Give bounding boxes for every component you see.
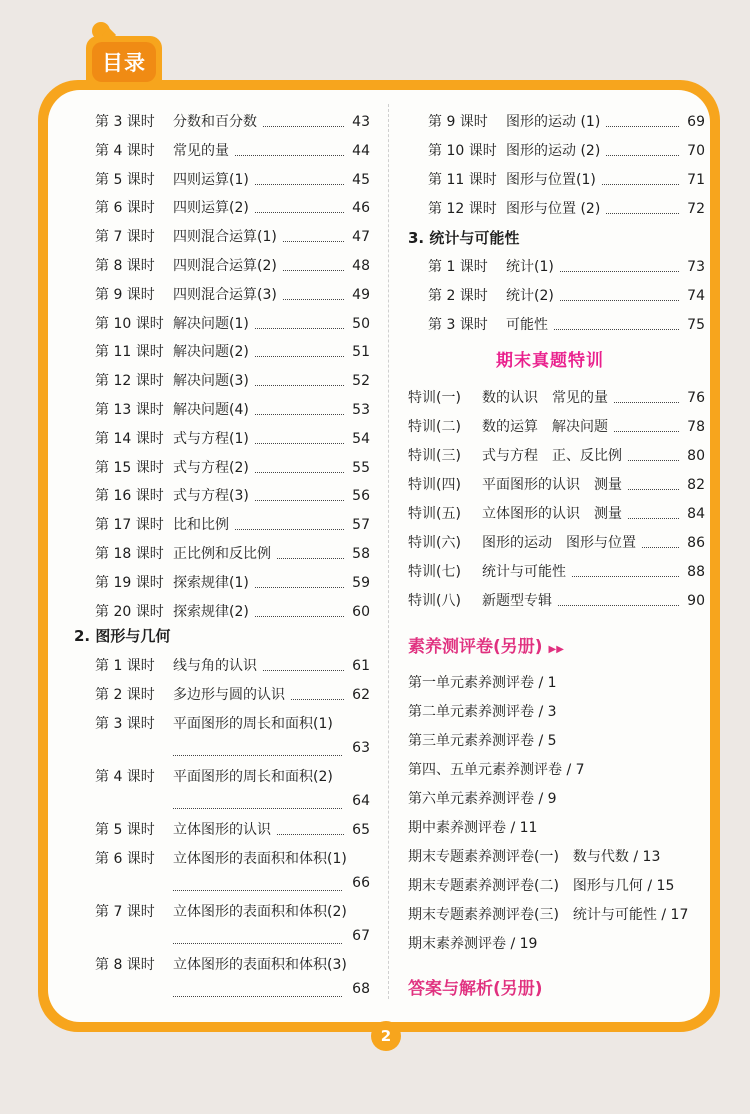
page-ref: 65 — [352, 822, 370, 838]
toc-entry[interactable] — [428, 285, 705, 305]
toc-entry-pageline — [173, 928, 370, 948]
dot-leader — [554, 329, 679, 330]
page-ref: 90 — [687, 593, 705, 609]
toc-entry[interactable] — [95, 169, 370, 189]
toc-entry[interactable] — [95, 140, 370, 160]
toc-entry[interactable] — [95, 655, 370, 675]
page-ref: 69 — [687, 114, 705, 130]
assessment-entry[interactable]: 期末专题素养测评卷(一) 数与代数 / 13 — [408, 849, 661, 865]
toc-entry[interactable] — [95, 514, 370, 534]
page-ref: 86 — [687, 535, 705, 551]
assessment-entry[interactable]: 第四、五单元素养测评卷 / 7 — [408, 762, 585, 778]
page-ref: 78 — [687, 419, 705, 435]
entry-title: 分数和百分数 — [173, 114, 257, 130]
entry-title: 新题型专辑 — [482, 593, 552, 609]
page-ref: 64 — [352, 793, 370, 809]
entry-title: 立体图形的认识 — [173, 822, 271, 838]
lesson-number: 特训(三) — [408, 448, 461, 464]
dot-leader — [173, 808, 342, 809]
lesson-number: 第 9 课时 — [428, 114, 488, 130]
lesson-number: 第 5 课时 — [95, 171, 155, 188]
page-ref: 54 — [352, 430, 370, 447]
assessment-entry[interactable]: 期末专题素养测评卷(三) 统计与可能性 / 17 — [408, 907, 689, 923]
lesson-number: 第 8 课时 — [95, 957, 155, 973]
entry-title: 四则混合运算(3) — [173, 286, 277, 303]
entry-title: 解决问题(1) — [173, 315, 249, 332]
toc-entry[interactable] — [95, 111, 370, 131]
assessment-entry[interactable]: 期中素养测评卷 / 11 — [408, 820, 538, 836]
page-ref: 53 — [352, 402, 370, 418]
page-ref: 51 — [352, 344, 370, 361]
toc-entry[interactable] — [95, 341, 370, 361]
lesson-number: 第 14 课时 — [95, 430, 164, 447]
page-ref: 62 — [352, 687, 370, 703]
dot-leader — [235, 529, 344, 530]
assessment-entry[interactable]: 期末素养测评卷 / 19 — [408, 936, 538, 952]
lesson-number: 第 6 课时 — [95, 200, 155, 217]
toc-entry[interactable] — [408, 387, 705, 407]
dot-leader — [255, 212, 344, 213]
entry-title: 解决问题(2) — [173, 344, 249, 361]
page-ref: 67 — [352, 928, 370, 944]
dot-leader — [283, 299, 344, 300]
lesson-number: 第 16 课时 — [95, 488, 164, 505]
toc-entry[interactable] — [428, 140, 705, 160]
dot-leader — [255, 356, 344, 357]
toc-entry[interactable] — [95, 370, 370, 390]
page-ref: 58 — [352, 546, 370, 562]
page-ref: 61 — [352, 658, 370, 674]
page-ref: 45 — [352, 171, 370, 188]
toc-entry[interactable] — [95, 954, 370, 974]
toc-entry[interactable] — [95, 197, 370, 217]
toc-entry[interactable] — [408, 561, 705, 581]
lesson-number: 第 2 课时 — [95, 687, 155, 703]
dot-leader — [255, 500, 344, 501]
assessment-entry[interactable]: 第二单元素养测评卷 / 3 — [408, 704, 557, 720]
dot-leader — [235, 155, 344, 156]
entry-title: 探索规律(1) — [173, 574, 249, 591]
page-number: 2 — [371, 1021, 401, 1051]
lesson-number: 第 3 课时 — [95, 114, 155, 130]
page-ref: 68 — [352, 981, 370, 997]
entry-title: 统计(1) — [506, 259, 554, 275]
dot-leader — [560, 300, 679, 301]
toc-entry[interactable] — [95, 684, 370, 704]
dot-leader — [283, 241, 344, 242]
entry-title: 正比例和反比例 — [173, 546, 271, 562]
dot-leader — [277, 558, 344, 559]
entry-title: 立体图形的表面积和体积(1) — [173, 851, 347, 867]
lesson-number: 第 2 课时 — [428, 288, 488, 304]
page-ref: 48 — [352, 258, 370, 274]
dot-leader — [572, 576, 679, 577]
entry-title: 立体图形的表面积和体积(3) — [173, 957, 347, 973]
lesson-number: 第 1 课时 — [428, 259, 488, 275]
toc-entry[interactable] — [95, 284, 370, 304]
toc-entry[interactable] — [95, 601, 370, 621]
assessment-entry[interactable]: 第六单元素养测评卷 / 9 — [408, 791, 557, 807]
toc-entry[interactable] — [408, 532, 705, 552]
page-ref: 74 — [687, 288, 705, 304]
page-ref: 82 — [687, 477, 705, 493]
entry-title: 解决问题(4) — [173, 402, 249, 418]
assessment-heading-text: 素养测评卷(另册) — [408, 637, 543, 657]
lesson-number: 第 7 课时 — [95, 904, 155, 920]
entry-title: 图形的运动 (1) — [506, 114, 601, 130]
entry-title: 数的认识 常见的量 — [482, 390, 608, 406]
page-ref: 72 — [687, 201, 705, 217]
page-ref: 52 — [352, 373, 370, 390]
lesson-number: 第 7 课时 — [95, 229, 155, 246]
page-ref: 63 — [352, 740, 370, 756]
page-ref: 76 — [687, 390, 705, 406]
page-ref: 55 — [352, 459, 370, 476]
dot-leader — [255, 328, 344, 329]
lesson-number: 第 11 课时 — [428, 172, 497, 188]
dot-leader — [173, 996, 342, 997]
section-heading: 2. 图形与几何 — [74, 627, 171, 645]
entry-title: 式与方程(3) — [173, 488, 249, 505]
dot-leader — [173, 943, 342, 944]
toc-entry-pageline — [173, 981, 370, 1001]
page-ref: 71 — [687, 172, 705, 188]
entry-title: 比和比例 — [173, 517, 229, 534]
entry-title: 平面图形的周长和面积(1) — [173, 716, 333, 732]
entry-title: 式与方程(1) — [173, 430, 249, 447]
page-ref: 80 — [687, 448, 705, 464]
toc-entry[interactable] — [95, 313, 370, 333]
dot-leader — [173, 755, 342, 756]
toc-entry[interactable] — [428, 169, 705, 189]
dot-leader — [263, 670, 344, 671]
toc-entry[interactable] — [95, 226, 370, 246]
toc-entry[interactable] — [408, 416, 705, 436]
dot-leader — [255, 184, 344, 185]
lesson-number: 第 5 课时 — [95, 822, 155, 838]
toc-entry[interactable] — [95, 572, 370, 592]
dot-leader — [255, 472, 344, 473]
page-ref: 75 — [687, 317, 705, 333]
dot-leader — [277, 834, 344, 835]
entry-title: 线与角的认识 — [173, 658, 257, 674]
toc-entry[interactable] — [428, 198, 705, 218]
answers-heading: 答案与解析(另册) — [408, 979, 543, 999]
toc-entry[interactable] — [95, 399, 370, 419]
lesson-number: 特训(七) — [408, 564, 461, 580]
entry-title: 解决问题(3) — [173, 373, 249, 390]
page-ref: 49 — [352, 286, 370, 303]
lesson-number: 第 3 课时 — [95, 716, 155, 732]
page-ref: 66 — [352, 875, 370, 891]
toc-entry[interactable] — [95, 766, 370, 786]
entry-title: 多边形与圆的认识 — [173, 687, 285, 703]
page-ref: 60 — [352, 603, 370, 620]
entry-title: 图形与位置 (2) — [506, 201, 601, 217]
page-ref: 56 — [352, 488, 370, 505]
lesson-number: 第 17 课时 — [95, 517, 164, 534]
dot-leader — [263, 126, 344, 127]
lesson-number: 第 6 课时 — [95, 851, 155, 867]
lesson-number: 第 12 课时 — [428, 201, 497, 217]
lesson-number: 第 15 课时 — [95, 459, 164, 476]
lesson-number: 特训(五) — [408, 506, 461, 522]
dot-leader — [291, 699, 344, 700]
entry-title: 四则混合运算(2) — [173, 258, 277, 274]
entry-title: 统计与可能性 — [482, 564, 566, 580]
entry-title: 四则运算(1) — [173, 171, 249, 188]
page-ref: 70 — [687, 143, 705, 159]
page-ref: 88 — [687, 564, 705, 580]
page-ref: 57 — [352, 517, 370, 534]
toc-entry[interactable] — [408, 445, 705, 465]
dot-leader — [173, 890, 342, 891]
entry-title: 探索规律(2) — [173, 603, 249, 620]
lesson-number: 特训(二) — [408, 419, 461, 435]
page-ref: 84 — [687, 506, 705, 522]
toc-entry[interactable] — [95, 428, 370, 448]
toc-entry[interactable] — [95, 848, 370, 868]
dot-leader — [255, 587, 344, 588]
entry-title: 式与方程 正、反比例 — [482, 448, 622, 464]
entry-title: 立体图形的表面积和体积(2) — [173, 904, 347, 920]
dot-leader — [606, 155, 679, 156]
assessment-entry[interactable]: 期末专题素养测评卷(二) 图形与几何 / 15 — [408, 878, 675, 894]
lesson-number: 第 19 课时 — [95, 574, 164, 591]
entry-title: 常见的量 — [173, 142, 229, 159]
toc-entry[interactable] — [428, 256, 705, 276]
lesson-number: 第 18 课时 — [95, 546, 164, 562]
entry-title: 统计(2) — [506, 288, 554, 304]
double-arrow-icon: ▶▶ — [548, 644, 564, 655]
toc-entry[interactable] — [95, 457, 370, 477]
page-ref: 47 — [352, 229, 370, 246]
page-ref: 73 — [687, 259, 705, 275]
toc-entry[interactable] — [95, 713, 370, 733]
dot-leader — [614, 402, 679, 403]
dot-leader — [283, 270, 344, 271]
assessment-heading — [408, 632, 564, 657]
lesson-number: 第 4 课时 — [95, 769, 155, 785]
dot-leader — [606, 213, 679, 214]
entry-title: 可能性 — [506, 317, 548, 333]
toc-entry[interactable] — [428, 111, 705, 131]
dot-leader — [255, 443, 344, 444]
toc-entry[interactable] — [408, 474, 705, 494]
lesson-number: 第 1 课时 — [95, 658, 155, 674]
entry-title: 式与方程(2) — [173, 459, 249, 476]
dot-leader — [255, 414, 344, 415]
toc-entry[interactable] — [95, 485, 370, 505]
special-training-heading: 期末真题特训 — [496, 351, 604, 371]
dot-leader — [614, 431, 679, 432]
toc-entry[interactable] — [95, 819, 370, 839]
dot-leader — [642, 547, 679, 548]
lesson-number: 第 10 课时 — [428, 143, 497, 159]
dot-leader — [558, 605, 679, 606]
lesson-number: 特训(六) — [408, 535, 461, 551]
toc-entry[interactable] — [408, 590, 705, 610]
assessment-entry[interactable]: 第一单元素养测评卷 / 1 — [408, 675, 557, 691]
dot-leader — [628, 489, 679, 490]
dot-leader — [560, 271, 679, 272]
toc-entry[interactable] — [408, 503, 705, 523]
entry-title: 四则混合运算(1) — [173, 229, 277, 246]
dot-leader — [628, 518, 679, 519]
page-ref: 59 — [352, 574, 370, 591]
lesson-number: 第 13 课时 — [95, 402, 164, 418]
toc-entry[interactable] — [95, 255, 370, 275]
section-heading: 3. 统计与可能性 — [408, 229, 520, 247]
dot-leader — [628, 460, 679, 461]
toc-entry-pageline — [173, 740, 370, 760]
lesson-number: 第 11 课时 — [95, 344, 164, 361]
lesson-number: 第 10 课时 — [95, 315, 164, 332]
lesson-number: 第 4 课时 — [95, 142, 155, 159]
entry-title: 数的运算 解决问题 — [482, 419, 608, 435]
assessment-entry[interactable]: 第三单元素养测评卷 / 5 — [408, 733, 557, 749]
contents-badge: 目录 — [92, 42, 156, 82]
entry-title: 图形的运动 图形与位置 — [482, 535, 636, 551]
lesson-number: 特训(一) — [408, 390, 461, 406]
dot-leader — [255, 616, 344, 617]
lesson-number: 第 8 课时 — [95, 258, 155, 274]
lesson-number: 第 3 课时 — [428, 317, 488, 333]
entry-title: 平面图形的认识 测量 — [482, 477, 622, 493]
page-ref: 44 — [352, 142, 370, 159]
entry-title: 四则运算(2) — [173, 200, 249, 217]
entry-title: 立体图形的认识 测量 — [482, 506, 622, 522]
toc-entry-pageline — [173, 875, 370, 895]
toc-entry[interactable] — [428, 314, 705, 334]
lesson-number: 特训(四) — [408, 477, 461, 493]
column-divider — [388, 104, 389, 999]
toc-entry-pageline — [173, 793, 370, 813]
toc-entry[interactable] — [95, 543, 370, 563]
dot-leader — [606, 126, 679, 127]
page-ref: 46 — [352, 200, 370, 217]
lesson-number: 特训(八) — [408, 593, 461, 609]
entry-title: 图形与位置(1) — [506, 172, 596, 188]
entry-title: 图形的运动 (2) — [506, 143, 601, 159]
lesson-number: 第 20 课时 — [95, 603, 164, 620]
dot-leader — [602, 184, 679, 185]
dot-leader — [255, 385, 344, 386]
page-ref: 50 — [352, 315, 370, 332]
entry-title: 平面图形的周长和面积(2) — [173, 769, 333, 785]
lesson-number: 第 9 课时 — [95, 286, 155, 303]
toc-entry[interactable] — [95, 901, 370, 921]
lesson-number: 第 12 课时 — [95, 373, 164, 390]
page-ref: 43 — [352, 114, 370, 130]
